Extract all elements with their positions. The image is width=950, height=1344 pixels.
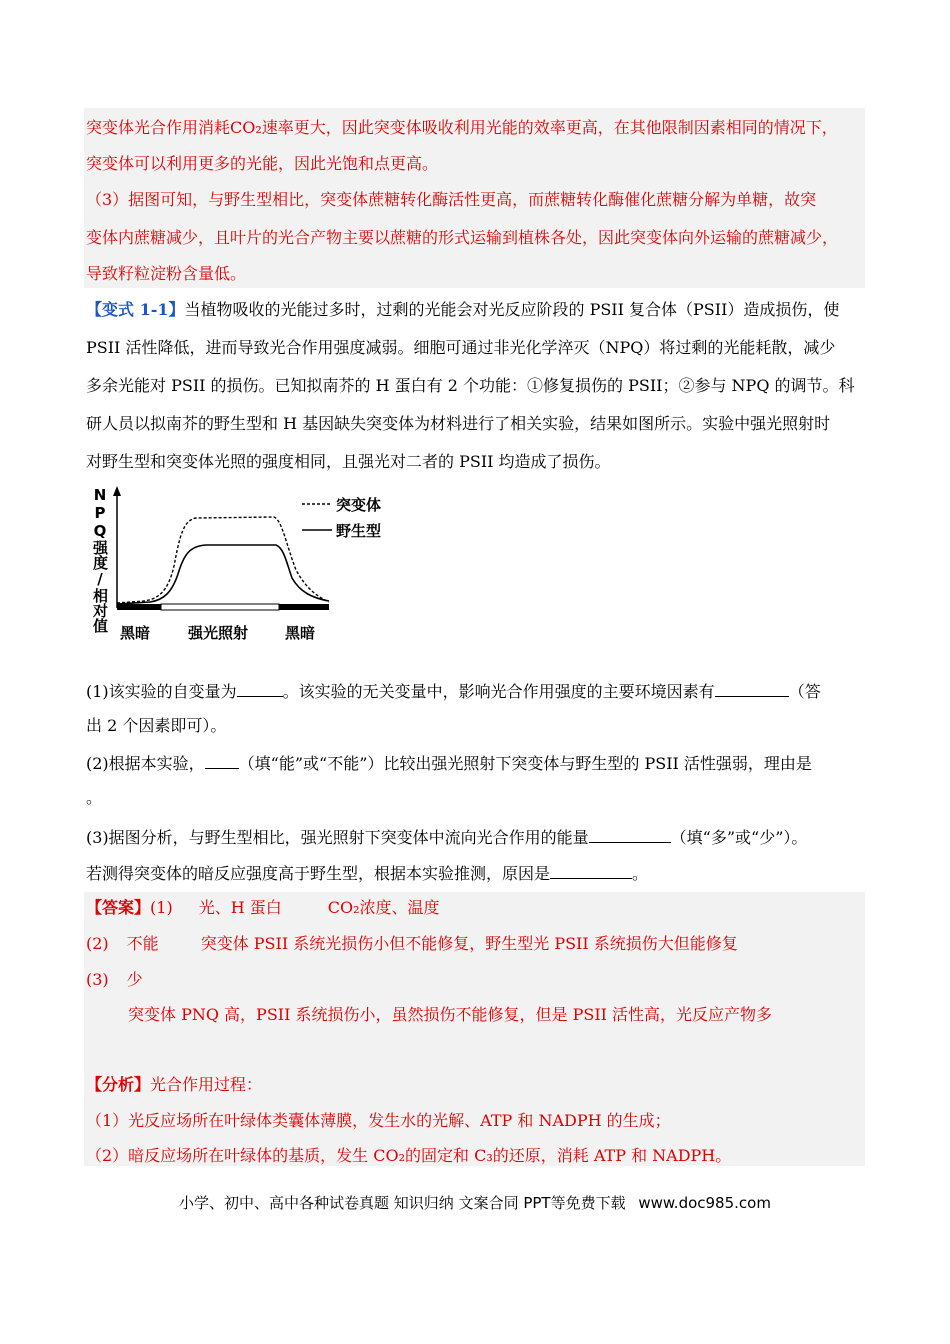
subquestion-line: 。 xyxy=(86,788,103,807)
x-label-dark-2: 黑暗 xyxy=(285,624,316,642)
subquestion-line xyxy=(86,752,812,774)
q3-blank-2[interactable] xyxy=(550,862,632,879)
q1-blank-1[interactable] xyxy=(237,680,283,697)
answer-label: 【答案】 xyxy=(86,898,151,917)
question-line: PSII 活性降低，进而导致光合作用强度减弱。细胞可通过非光化学淬灭（NPQ）将过剩的光能耗散，减少 xyxy=(86,338,836,357)
q1-text: （答 xyxy=(788,682,821,701)
q2-text: (2)根据本实验， xyxy=(86,754,205,773)
q2-blank[interactable] xyxy=(205,752,239,769)
question-line xyxy=(86,300,839,320)
question-text: 当植物吸收的光能过多时，过剩的光能会对光反应阶段的 PSII 复合体（PSII）造成损伤，使 xyxy=(184,300,840,319)
answer-num: (2) xyxy=(86,934,109,953)
answer-part: CO₂浓度、温度 xyxy=(327,898,440,917)
analysis-line: （2）暗反应场所在叶绿体的基质，发生 CO₂的固定和 C₃的还原，消耗 ATP 和 NADPH。 xyxy=(86,1146,732,1165)
x-label-dark-1: 黑暗 xyxy=(120,624,151,642)
q3-text: 。 xyxy=(632,864,649,883)
answer-text-line: 导致籽粒淀粉含量低。 xyxy=(86,264,247,283)
answer-text-line: 变体内蔗糖减少，且叶片的光合产物主要以蔗糖的形式运输到植株各处，因此突变体向外运输的蔗糖减少， xyxy=(86,228,839,247)
analysis-title: 光合作用过程： xyxy=(150,1075,263,1094)
subquestion-line xyxy=(86,862,648,884)
answer-line-2 xyxy=(86,934,738,954)
analysis-label: 【分析】 xyxy=(86,1075,151,1094)
npq-chart xyxy=(86,484,406,646)
x-segment-dark-2 xyxy=(279,604,329,610)
q1-blank-2[interactable] xyxy=(715,680,789,697)
answer-line-3b: 突变体 PNQ 高，PSII 系统损伤小，虽然损伤不能修复，但是 PSII 活性高，光反应产物多 xyxy=(128,1005,773,1024)
answer-text-line: （3）据图可知，与野生型相比，突变体蔗糖转化酶活性更高，而蔗糖转化酶催化蔗糖分解为单糖，故突 xyxy=(86,190,817,209)
q1-text: (1)该实验的自变量为 xyxy=(86,682,237,701)
series-mutant-line xyxy=(117,517,329,603)
analysis-line: （1）光反应场所在叶绿体类囊体薄膜，发生水的光解、ATP 和 NADPH 的生成； xyxy=(86,1111,671,1130)
chart-ylabel: NPQ强度/相对值 xyxy=(91,486,109,633)
series-wildtype-line xyxy=(117,545,329,604)
answer-num: (3) xyxy=(86,970,109,989)
answer-part: 不能 xyxy=(126,934,159,953)
subquestion-line xyxy=(86,680,821,702)
legend-mutant-label: 突变体 xyxy=(336,496,382,514)
answer-part: 光、H 蛋白 xyxy=(198,898,282,917)
question-line: 多余光能对 PSII 的损伤。已知拟南芥的 H 蛋白有 2 个功能：①修复损伤的 PSII；②参与 NPQ 的调节。科 xyxy=(86,376,855,395)
question-line: 对野生型和突变体光照的强度相同，且强光对二者的 PSII 均造成了损伤。 xyxy=(86,452,611,471)
chart-y-arrow xyxy=(113,486,121,496)
q3-blank-1[interactable] xyxy=(589,826,671,843)
q1-text: 。该实验的无关变量中，影响光合作用强度的主要环境因素有 xyxy=(282,682,715,701)
x-segment-dark-1 xyxy=(117,604,161,610)
subquestion-line: 出 2 个因素即可）。 xyxy=(86,716,227,735)
question-label: 【变式 1-1】 xyxy=(86,300,185,319)
subquestion-line xyxy=(86,826,807,848)
x-segment-light xyxy=(161,604,279,610)
x-label-light: 强光照射 xyxy=(188,624,249,642)
page-footer xyxy=(0,1192,950,1213)
legend-wildtype-label: 野生型 xyxy=(336,522,382,540)
analysis-line xyxy=(86,1075,262,1095)
answer-line-3 xyxy=(86,970,143,990)
q3-text: （填“多”或“少”）。 xyxy=(670,828,808,847)
answer-part: 突变体 PSII 系统光损伤小但不能修复，野生型光 PSII 系统损伤大但能修复 xyxy=(200,934,738,953)
answer-part: 少 xyxy=(126,970,143,989)
q3-text: (3)据图分析，与野生型相比，强光照射下突变体中流向光合作用的能量 xyxy=(86,828,589,847)
answer-text-line: 突变体可以利用更多的光能，因此光饱和点更高。 xyxy=(86,154,439,173)
footer-text: 小学、初中、高中各种试卷真题 知识归纳 文案合同 PPT等免费下载 xyxy=(179,1194,626,1212)
q3-text: 若测得突变体的暗反应强度高于野生型，根据本实验推测，原因是 xyxy=(86,864,551,883)
question-line: 研人员以拟南芥的野生型和 H 基因缺失突变体为材料进行了相关实验，结果如图所示。实验中强光照射时 xyxy=(86,414,831,433)
answer-num: (1) xyxy=(150,898,173,917)
answer-line-1 xyxy=(86,898,440,918)
footer-link[interactable]: www.doc985.com xyxy=(638,1194,771,1212)
answer-text-line: 突变体光合作用消耗CO₂速率更大，因此突变体吸收利用光能的效率更高，在其他限制因素相同的情况下， xyxy=(86,118,838,137)
q2-text: （填“能”或“不能”）比较出强光照射下突变体与野生型的 PSII 活性强弱，理由是 xyxy=(238,754,812,773)
